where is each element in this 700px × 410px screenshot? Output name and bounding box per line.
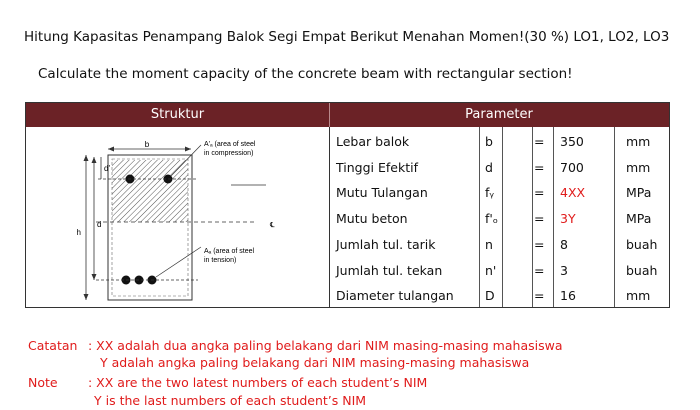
label-as-prime-2: in compression) — [204, 150, 254, 157]
param-value: 8 — [560, 236, 568, 252]
label-b: b — [144, 140, 150, 149]
catatan-line-2: Y adalah angka paling belakang dari NIM masing-masing mahasiswa — [100, 355, 530, 370]
param-unit: buah — [626, 262, 658, 278]
param-unit: MPa — [626, 185, 652, 201]
param-label: Jumlah tul. tekan — [336, 262, 443, 278]
param-symbol: D — [485, 288, 495, 304]
label-centerline: ℄ — [270, 222, 275, 229]
catatan-label: Catatan — [28, 338, 78, 353]
header-parameter: Parameter — [465, 107, 533, 122]
param-label: Tinggi Efektif — [336, 159, 418, 175]
param-unit: mm — [626, 288, 651, 304]
label-as-1: Aₐ (area of steel — [204, 248, 255, 255]
table-row — [330, 129, 669, 154]
label-h: h — [76, 228, 81, 237]
table-row — [330, 180, 669, 205]
beam-section-figure — [26, 127, 330, 307]
table-row — [330, 283, 669, 308]
param-equals: = — [534, 185, 545, 201]
param-symbol: d — [485, 159, 493, 175]
param-symbol: fᵧ — [485, 185, 495, 201]
beam-section-diagram — [26, 127, 329, 307]
param-label: Mutu beton — [336, 211, 408, 227]
page-subtitle: Calculate the moment capacity of the concrete beam with rectangular section! — [38, 66, 573, 82]
table-row — [330, 206, 669, 231]
param-equals: = — [534, 211, 545, 227]
table-row — [330, 232, 669, 257]
header-struktur: Struktur — [150, 107, 205, 122]
label-d: d — [97, 220, 102, 229]
parameter-table — [25, 102, 670, 308]
param-unit: MPa — [626, 211, 652, 227]
param-equals: = — [534, 159, 545, 175]
page-title: Hitung Kapasitas Penampang Balok Segi Empat Berikut Menahan Momen!(30 %) LO1, LO2, LO3 — [24, 29, 670, 45]
param-value: 3Y — [560, 211, 576, 227]
param-equals: = — [534, 262, 545, 278]
param-equals: = — [534, 236, 545, 252]
note-line-2: Y is the last numbers of each student’s NIM — [94, 393, 367, 408]
note-label: Note — [28, 375, 58, 390]
param-unit: mm — [626, 159, 651, 175]
param-value: 4XX — [560, 185, 586, 201]
param-symbol: f'ₒ — [485, 211, 499, 227]
param-label: Lebar balok — [336, 134, 410, 149]
param-label: Mutu Tulangan — [336, 185, 428, 201]
param-symbol: n' — [485, 262, 497, 278]
catatan-line-1: : XX adalah dua angka paling belakang dari NIM masing-masing mahasiswa — [88, 338, 563, 353]
label-as-2: in tension) — [204, 257, 237, 264]
label-d-prime: d' — [104, 164, 110, 173]
param-value: 16 — [560, 288, 576, 304]
param-value: 350 — [560, 134, 584, 149]
param-equals: = — [534, 134, 545, 149]
param-unit: buah — [626, 236, 658, 252]
table-row — [330, 258, 669, 283]
param-unit: mm — [626, 134, 651, 149]
param-label: Jumlah tul. tarik — [336, 236, 436, 252]
table-row — [330, 155, 669, 180]
param-value: 700 — [560, 159, 584, 175]
parameter-rows — [330, 127, 669, 307]
param-value: 3 — [560, 262, 568, 278]
label-as-prime-1: A'ₐ (area of steel — [204, 141, 256, 148]
param-label: Diameter tulangan — [336, 288, 454, 304]
param-symbol: b — [485, 134, 493, 149]
param-symbol: n — [485, 236, 493, 252]
table-header — [26, 103, 669, 127]
note-line-1: : XX are the two latest numbers of each student’s NIM — [88, 375, 428, 390]
param-equals: = — [534, 288, 545, 304]
